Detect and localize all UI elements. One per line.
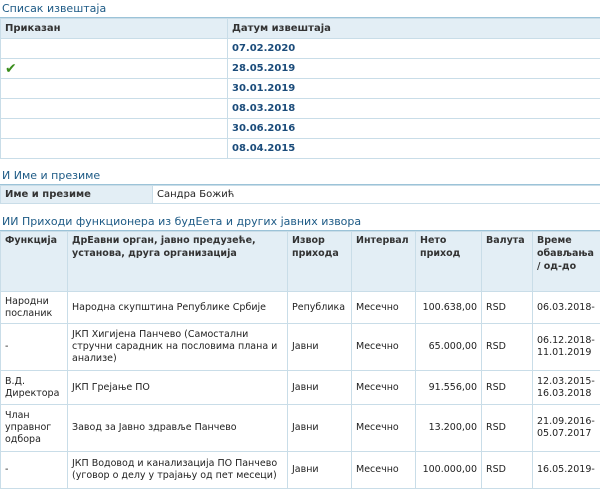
name-table bbox=[0, 185, 600, 204]
report-date-link[interactable]: 30.01.2019 bbox=[228, 79, 600, 99]
source-cell: Јавни bbox=[288, 405, 352, 452]
function-cell: - bbox=[1, 324, 68, 371]
currency-cell: RSD bbox=[482, 405, 533, 452]
source-cell: Јавни bbox=[288, 324, 352, 371]
net-income-cell: 91.556,00 bbox=[416, 371, 482, 405]
report-date-link[interactable]: 08.03.2018 bbox=[228, 99, 600, 119]
col-header-net-income: Нето приход bbox=[416, 232, 482, 292]
col-header-shown: Приказан bbox=[1, 19, 228, 39]
report-row[interactable] bbox=[1, 59, 600, 79]
shown-cell bbox=[1, 79, 228, 99]
col-header-currency: Валута bbox=[482, 232, 533, 292]
name-value: Сандра Божић bbox=[153, 186, 600, 204]
reports-header-row bbox=[1, 19, 600, 39]
interval-cell: Месечно bbox=[352, 371, 416, 405]
source-cell: Јавни bbox=[288, 371, 352, 405]
shown-cell bbox=[1, 99, 228, 119]
col-header-source: Извор прихода bbox=[288, 232, 352, 292]
report-row[interactable] bbox=[1, 79, 600, 99]
income-row bbox=[1, 405, 600, 452]
period-cell: 16.05.2019- bbox=[533, 452, 600, 489]
period-cell: 06.03.2018- bbox=[533, 292, 600, 324]
report-date-link[interactable]: 30.06.2016 bbox=[228, 119, 600, 139]
col-header-report-date: Датум извештаја bbox=[228, 19, 600, 39]
currency-cell: RSD bbox=[482, 452, 533, 489]
col-header-period: Време обављања / од-до bbox=[533, 232, 600, 292]
name-label: Име и презиме bbox=[1, 186, 153, 204]
function-cell: Члан управног одбора bbox=[1, 405, 68, 452]
income-row bbox=[1, 371, 600, 405]
reports-table bbox=[0, 18, 600, 159]
period-cell: 06.12.2018-11.01.2019 bbox=[533, 324, 600, 371]
income-row bbox=[1, 292, 600, 324]
interval-cell: Месечно bbox=[352, 324, 416, 371]
report-row[interactable] bbox=[1, 39, 600, 59]
function-cell: - bbox=[1, 452, 68, 489]
income-section-title: ИИ Приходи функционера из будЕета и других јавних извора bbox=[0, 213, 600, 231]
report-date-link[interactable]: 28.05.2019 bbox=[228, 59, 600, 79]
report-row[interactable] bbox=[1, 99, 600, 119]
period-cell: 12.03.2015-16.03.2018 bbox=[533, 371, 600, 405]
shown-cell bbox=[1, 139, 228, 159]
interval-cell: Месечно bbox=[352, 452, 416, 489]
organ-cell: ЈКП Грејање ПО bbox=[68, 371, 288, 405]
net-income-cell: 100.638,00 bbox=[416, 292, 482, 324]
report-row[interactable] bbox=[1, 139, 600, 159]
report-date-link[interactable]: 08.04.2015 bbox=[228, 139, 600, 159]
organ-cell: Народна скупштина Републике Србије bbox=[68, 292, 288, 324]
name-section-title: И Име и презиме bbox=[0, 167, 600, 185]
function-cell: Народни посланик bbox=[1, 292, 68, 324]
report-date-link[interactable]: 07.02.2020 bbox=[228, 39, 600, 59]
income-row bbox=[1, 324, 600, 371]
col-header-organ: ДрЕавни орган, јавно предузеће, установа, друга организација bbox=[68, 232, 288, 292]
period-cell: 21.09.2016-05.07.2017 bbox=[533, 405, 600, 452]
currency-cell: RSD bbox=[482, 371, 533, 405]
net-income-cell: 13.200,00 bbox=[416, 405, 482, 452]
function-cell: В.Д. Директора bbox=[1, 371, 68, 405]
net-income-cell: 100.000,00 bbox=[416, 452, 482, 489]
reports-section-title: Списак извештаја bbox=[0, 0, 600, 18]
shown-cell bbox=[1, 39, 228, 59]
source-cell: Јавни bbox=[288, 452, 352, 489]
col-header-interval: Интервал bbox=[352, 232, 416, 292]
currency-cell: RSD bbox=[482, 292, 533, 324]
interval-cell: Месечно bbox=[352, 292, 416, 324]
net-income-cell: 65.000,00 bbox=[416, 324, 482, 371]
report-row[interactable] bbox=[1, 119, 600, 139]
organ-cell: ЈКП Водовод и канализација ПО Панчево (уговор о делу у трајању од пет месеци) bbox=[68, 452, 288, 489]
name-row bbox=[1, 186, 600, 204]
income-header-row bbox=[1, 232, 600, 292]
organ-cell: Завод за Јавно здравље Панчево bbox=[68, 405, 288, 452]
currency-cell: RSD bbox=[482, 324, 533, 371]
source-cell: Република bbox=[288, 292, 352, 324]
income-table bbox=[0, 231, 600, 489]
interval-cell: Месечно bbox=[352, 405, 416, 452]
col-header-function: Функција bbox=[1, 232, 68, 292]
organ-cell: ЈКП Хигијена Панчево (Самостални стручни сарадник на пословима плана и анализе) bbox=[68, 324, 288, 371]
income-row bbox=[1, 452, 600, 489]
check-icon: ✔ bbox=[1, 59, 228, 79]
shown-cell bbox=[1, 119, 228, 139]
